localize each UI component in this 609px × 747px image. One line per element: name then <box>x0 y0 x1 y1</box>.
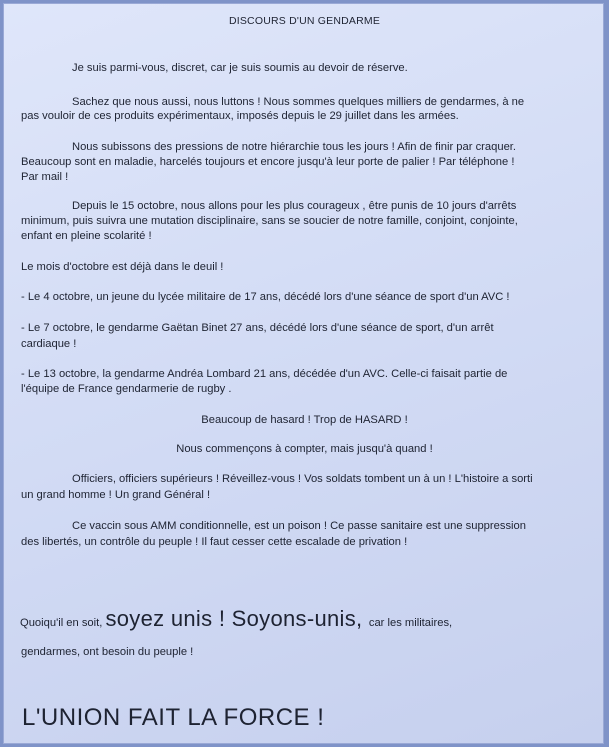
paragraph-intro: Je suis parmi-vous, discret, car je suis soumis au devoir de réserve. <box>72 62 408 74</box>
paragraph-mourning: Le mois d'octobre est déjà dans le deuil ! <box>21 261 224 273</box>
paragraph-line: Officiers, officiers supérieurs ! Réveillez-vous ! Vos soldats tombent un à un ! L'histoire a sorti <box>72 473 533 485</box>
paragraph-line: des libertés, un contrôle du peuple ! Il faut cesser cette escalade de privation ! <box>21 536 408 548</box>
paragraph-line: Sachez que nous aussi, nous luttons ! Nous sommes quelques milliers de gendarmes, à ne <box>72 96 525 108</box>
paragraph-line: minimum, puis suivra une mutation disciplinaire, sans se soucier de notre famille, conjoint, conjointe, <box>21 215 518 227</box>
closing-line2: gendarmes, ont besoin du peuple ! <box>21 646 194 658</box>
paragraph-count: Nous commençons à compter, mais jusqu'à quand ! <box>176 443 433 455</box>
paragraph-item: - Le 4 octobre, un jeune du lycée militaire de 17 ans, décédé lors d'une séance de sport d'un AVC ! <box>21 291 510 303</box>
closing-big: soyez unis ! Soyons-unis, <box>105 606 369 631</box>
paragraph-line: Par mail ! <box>21 171 69 183</box>
paragraph-line: pas vouloir de ces produits expérimentaux, imposés depuis le 29 juillet dans les armées. <box>21 110 459 122</box>
paragraph-line: un grand homme ! Un grand Général ! <box>21 489 211 501</box>
closing-appeal <box>20 604 452 638</box>
document-title: DISCOURS D'UN GENDARME <box>228 15 381 27</box>
paragraph-line: l'équipe de France gendarmerie de rugby . <box>21 383 232 395</box>
paragraph-line: Ce vaccin sous AMM conditionnelle, est un poison ! Ce passe sanitaire est une suppression <box>72 520 526 532</box>
leaflet-page <box>3 3 604 744</box>
paragraph-line: - Le 13 octobre, la gendarme Andréa Lombard 21 ans, décédée d'un AVC. Celle-ci faisait partie de <box>21 368 508 380</box>
paragraph-line: Beaucoup sont en maladie, harcelés toujours et encore jusqu'à leur porte de palier ! Par téléphone ! <box>21 156 515 168</box>
paragraph-line: - Le 7 octobre, le gendarme Gaëtan Binet 27 ans, décédé lors d'une séance de sport, d'un arrêt <box>21 322 494 334</box>
closing-post: car les militaires, <box>368 617 453 629</box>
slogan: L'UNION FAIT LA FORCE ! <box>22 704 325 731</box>
paragraph-hasard: Beaucoup de hasard ! Trop de HASARD ! <box>201 414 408 426</box>
paragraph-line: enfant en pleine scolarité ! <box>21 230 152 242</box>
closing-pre: Quoiqu'il en soit, <box>20 617 106 629</box>
paragraph-line: Depuis le 15 octobre, nous allons pour les plus courageux , être punis de 10 jours d'arrêts <box>72 200 517 212</box>
paragraph-line: cardiaque ! <box>21 338 77 350</box>
paragraph-line: Nous subissons des pressions de notre hiérarchie tous les jours ! Afin de finir par craquer. <box>72 141 517 153</box>
